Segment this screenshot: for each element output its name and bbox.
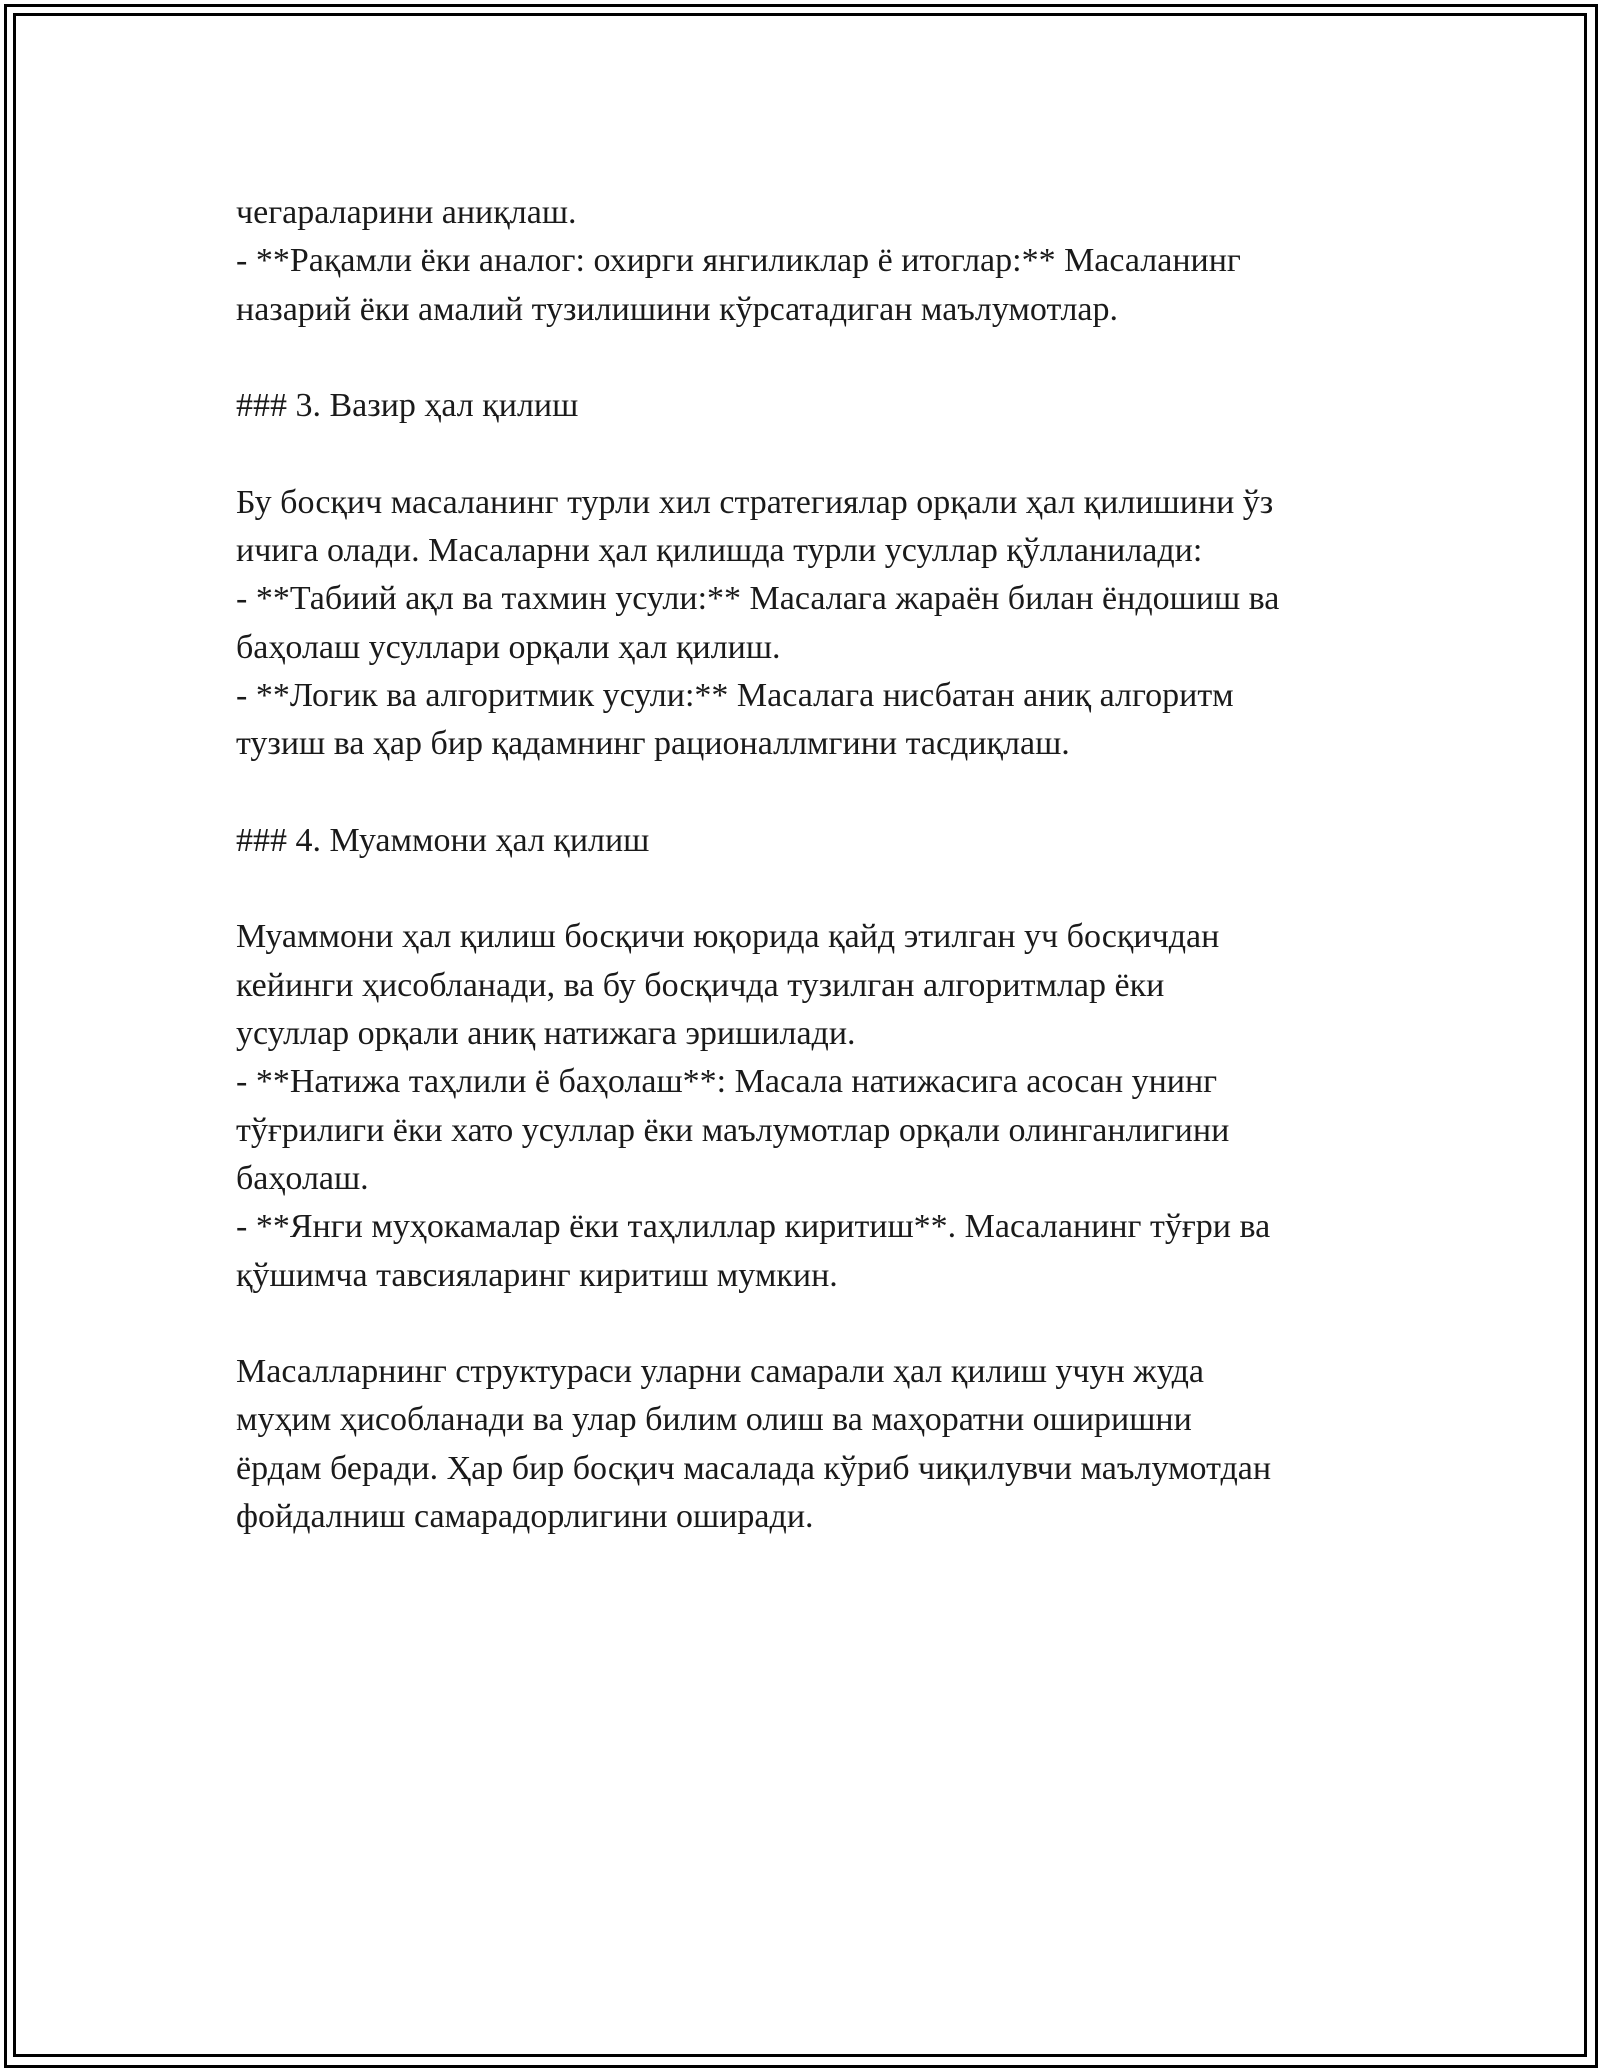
section-heading: ### 3. Вазир ҳал қилиш	[236, 387, 579, 425]
blank-line	[236, 865, 1376, 913]
text-line: ёрдам беради. Ҳар бир босқич масалада кўриб чиқилувчи маълумотдан	[236, 1449, 1272, 1487]
text-line: кейинги ҳисобланади, ва бу босқичда тузилган алгоритмлар ёки	[236, 966, 1165, 1004]
text-line: тузиш ва ҳар бир қадамнинг рационаллмгини тасдиқлаш.	[236, 725, 1070, 763]
text-line: - **Янги муҳокамалар ёки таҳлиллар киритиш**. Масаланинг тўғри ва	[236, 1208, 1271, 1246]
blank-line	[236, 1300, 1376, 1348]
text-line: назарий ёки амалий тузилишини кўрсатадиган маълумотлар.	[236, 290, 1119, 328]
text-line: қўшимча тавсияларинг киритиш мумкин.	[236, 1256, 838, 1294]
text-line: баҳолаш усуллари орқали ҳал қилиш.	[236, 628, 781, 666]
text-line: - **Табиий ақл ва тахмин усули:** Масалага жараён билан ёндошиш ва	[236, 580, 1280, 618]
text-line: - **Натижа таҳлили ё баҳолаш**: Масала натижасига асосан унинг	[236, 1063, 1218, 1101]
blank-line	[236, 769, 1376, 817]
section-heading: ### 4. Муаммони ҳал қилиш	[236, 821, 650, 859]
text-line: Масалларнинг структураси уларни самарали ҳал қилиш учун жуда	[236, 1353, 1204, 1391]
document-body	[236, 189, 1376, 1541]
blank-line	[236, 430, 1376, 478]
text-line: баҳолаш.	[236, 1159, 369, 1197]
text-line: чегараларини аниқлаш.	[236, 194, 577, 231]
blank-line	[236, 334, 1376, 382]
text-line: Бу босқич масаланинг турли хил стратегиялар орқали ҳал қилишини ўз	[236, 483, 1274, 521]
text-line: фойдалниш самарадорлигини оширади.	[236, 1498, 814, 1536]
text-line: усуллар орқали аниқ натижага эришилади.	[236, 1015, 856, 1053]
text-line: ичига олади. Масаларни ҳал қилишда турли усуллар қўлланилади:	[236, 532, 1203, 570]
text-line: - **Логик ва алгоритмик усули:** Масалага нисбатан аниқ алгоритм	[236, 676, 1234, 714]
text-line: тўғрилиги ёки хато усуллар ёки маълумотлар орқали олинганлигини	[236, 1111, 1230, 1149]
text-line: - **Рақамли ёки аналог: охирги янгиликлар ё итоглар:** Масаланинг	[236, 242, 1241, 280]
text-line: Муаммони ҳал қилиш босқичи юқорида қайд этилган уч босқичдан	[236, 918, 1220, 956]
text-line: муҳим ҳисобланади ва улар билим олиш ва маҳоратни оширишни	[236, 1401, 1192, 1439]
